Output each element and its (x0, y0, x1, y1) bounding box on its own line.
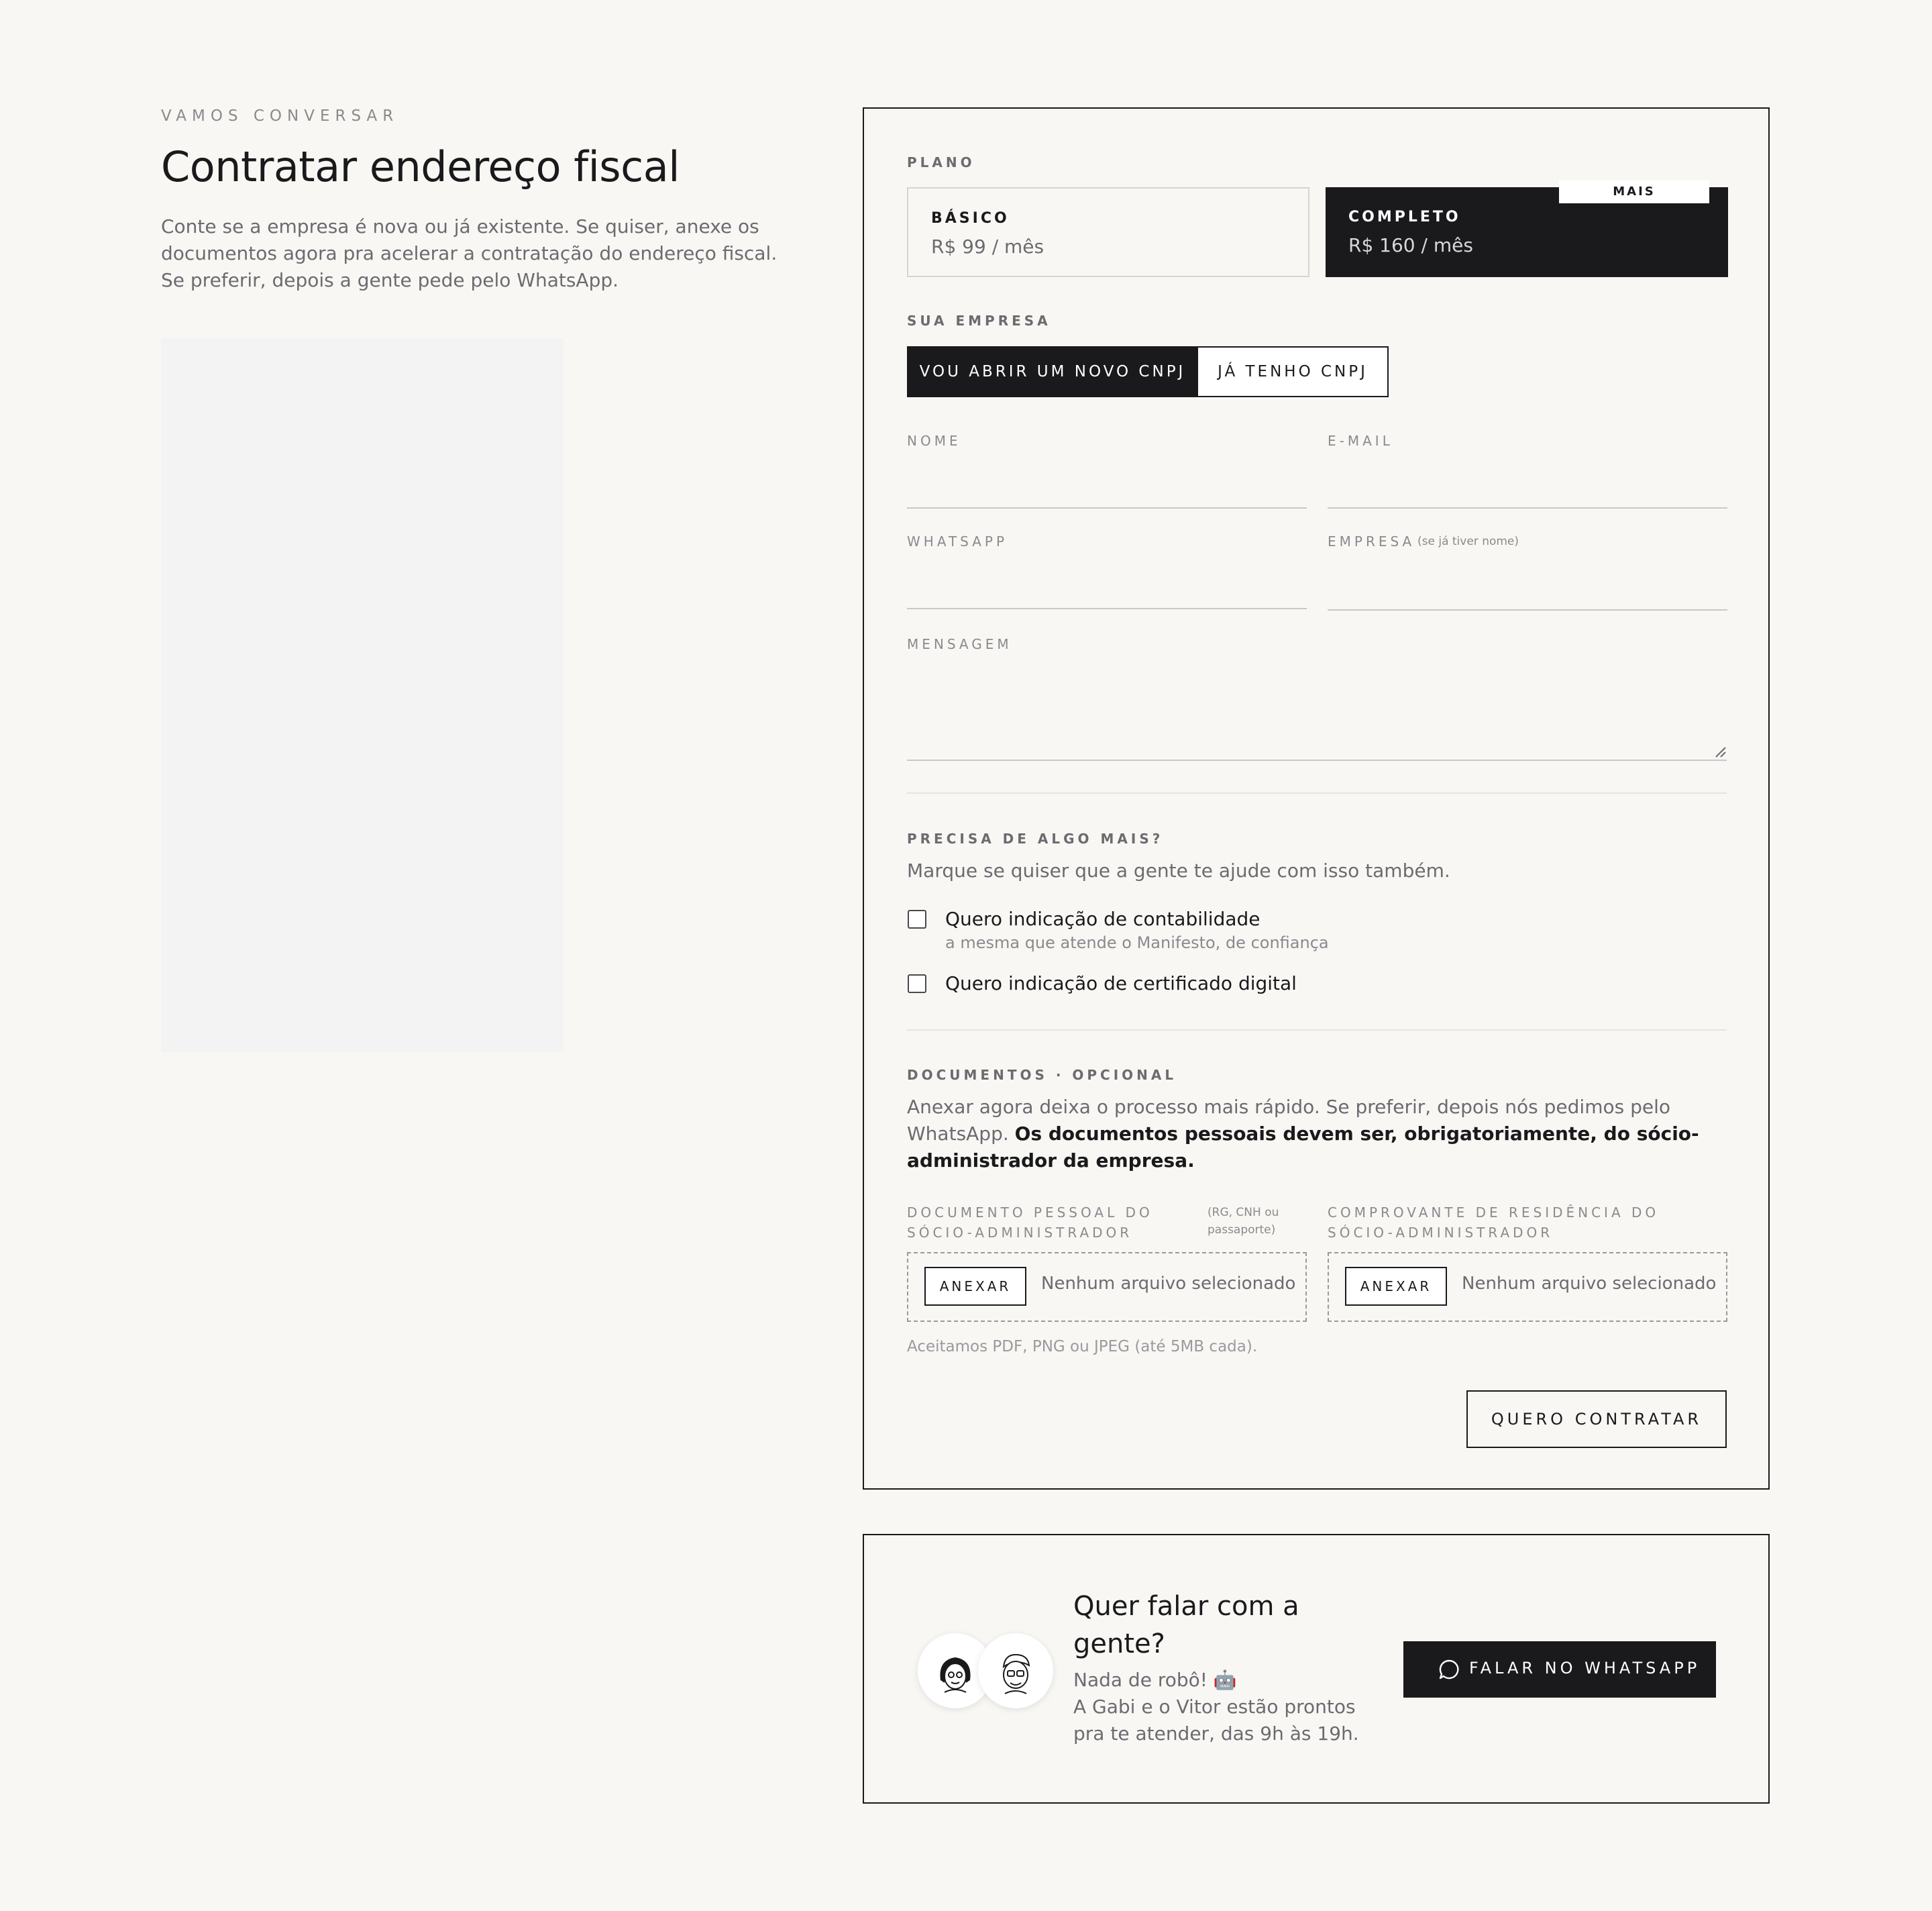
extras-label: PRECISA DE ALGO MAIS? (907, 831, 1164, 847)
doc2-dropzone[interactable] (1328, 1252, 1727, 1322)
section-divider (907, 1029, 1727, 1031)
plan-option-basic[interactable] (907, 187, 1309, 277)
accounting-option-label[interactable]: Quero indicação de contabilidade (945, 908, 1260, 930)
company-name-input[interactable] (1328, 557, 1727, 609)
doc1-label: DOCUMENTO PESSOAL DO SÓCIO-ADMINISTRADOR (907, 1204, 1153, 1241)
plan-price: R$ 160 / mês (1348, 234, 1473, 256)
chat-bubble-icon (1438, 1659, 1460, 1680)
doc2-file-status: Nenhum arquivo selecionado (1462, 1274, 1717, 1294)
company-name-label: EMPRESA (1328, 533, 1415, 550)
documents-label: DOCUMENTOS · OPCIONAL (907, 1067, 1177, 1083)
message-textarea[interactable] (907, 660, 1727, 760)
contact-line-2: A Gabi e o Vitor estão prontos pra te atender, das 9h às 19h. (1073, 1696, 1359, 1745)
plan-name: COMPLETO (1348, 209, 1461, 225)
email-input-underline (1328, 507, 1727, 509)
plan-price: R$ 99 / mês (931, 236, 1044, 258)
section-eyebrow: VAMOS CONVERSAR (161, 107, 399, 125)
section-divider (907, 792, 1727, 794)
extras-description: Marque se quiser que a gente te ajude com isso também. (907, 860, 1450, 882)
name-input-underline (907, 507, 1307, 509)
doc2-label: COMPROVANTE DE RESIDÊNCIA DO SÓCIO-ADMINISTRADOR (1328, 1204, 1660, 1241)
company-label: SUA EMPRESA (907, 313, 1051, 329)
name-label: NOME (907, 433, 961, 449)
whatsapp-button[interactable] (1403, 1641, 1716, 1698)
company-name-input-underline (1328, 609, 1727, 611)
plan-name: BÁSICO (931, 210, 1010, 227)
resize-handle-icon[interactable] (1715, 746, 1727, 758)
person-face-icon (978, 1633, 1053, 1708)
doc1-attach-button[interactable]: ANEXAR (924, 1267, 1026, 1306)
whatsapp-input-underline (907, 608, 1307, 609)
message-underline (907, 760, 1727, 761)
doc2-attach-button[interactable]: ANEXAR (1345, 1267, 1447, 1306)
contact-line-1: Nada de robô! 🤖 (1073, 1669, 1237, 1691)
whatsapp-input[interactable] (907, 557, 1307, 609)
whatsapp-label: WHATSAPP (907, 533, 1008, 550)
certificate-checkbox[interactable] (908, 974, 926, 993)
submit-button[interactable]: QUERO CONTRATAR (1466, 1390, 1727, 1448)
image-placeholder (161, 338, 564, 1052)
accounting-option-sub: a mesma que atende o Manifesto, de confiança (945, 933, 1329, 952)
avatar-vitor (978, 1633, 1053, 1708)
page-title: Contratar endereço fiscal (161, 142, 680, 191)
most-chosen-badge: MAIS ESCOLHIDO (1559, 180, 1709, 203)
certificate-option-label[interactable]: Quero indicação de certificado digital (945, 972, 1297, 994)
plan-label: PLANO (907, 154, 975, 170)
email-label: E-MAIL (1328, 433, 1393, 449)
contact-text (1073, 1667, 1368, 1747)
documents-text-plain: Anexar agora deixa o processo mais rápido. Se preferir, depois nós pedimos pelo WhatsApp. (907, 1096, 1670, 1145)
whatsapp-button-label: FALAR NO WHATSAPP (1469, 1659, 1701, 1677)
accounting-checkbox[interactable] (908, 910, 926, 929)
intro-text: Conte se a empresa é nova ou já existente. Se quiser, anexe os documentos agora pra acelerar a contratação do endereço fiscal. Se preferir, depois a gente pede pelo WhatsApp. (161, 215, 777, 291)
doc1-dropzone[interactable] (907, 1252, 1307, 1322)
doc1-file-status: Nenhum arquivo selecionado (1041, 1274, 1296, 1294)
company-name-hint: (se já tiver nome) (1417, 535, 1519, 548)
email-input[interactable] (1328, 456, 1727, 509)
documents-text-bold: Os documentos pessoais devem ser, obrigatoriamente, do sócio-administrador da empresa. (907, 1123, 1699, 1172)
documents-description (907, 1094, 1732, 1174)
contact-title: Quer falar com a gente? (1073, 1591, 1299, 1659)
doc1-hint: (RG, CNH ou passaporte) (1208, 1206, 1279, 1237)
toggle-existing-cnpj[interactable]: JÁ TENHO CNPJ (1197, 346, 1389, 397)
message-label: MENSAGEM (907, 636, 1012, 652)
toggle-new-cnpj[interactable]: VOU ABRIR UM NOVO CNPJ (907, 346, 1198, 397)
accepted-formats-note: Aceitamos PDF, PNG ou JPEG (até 5MB cada). (907, 1338, 1258, 1355)
name-input[interactable] (907, 456, 1307, 509)
